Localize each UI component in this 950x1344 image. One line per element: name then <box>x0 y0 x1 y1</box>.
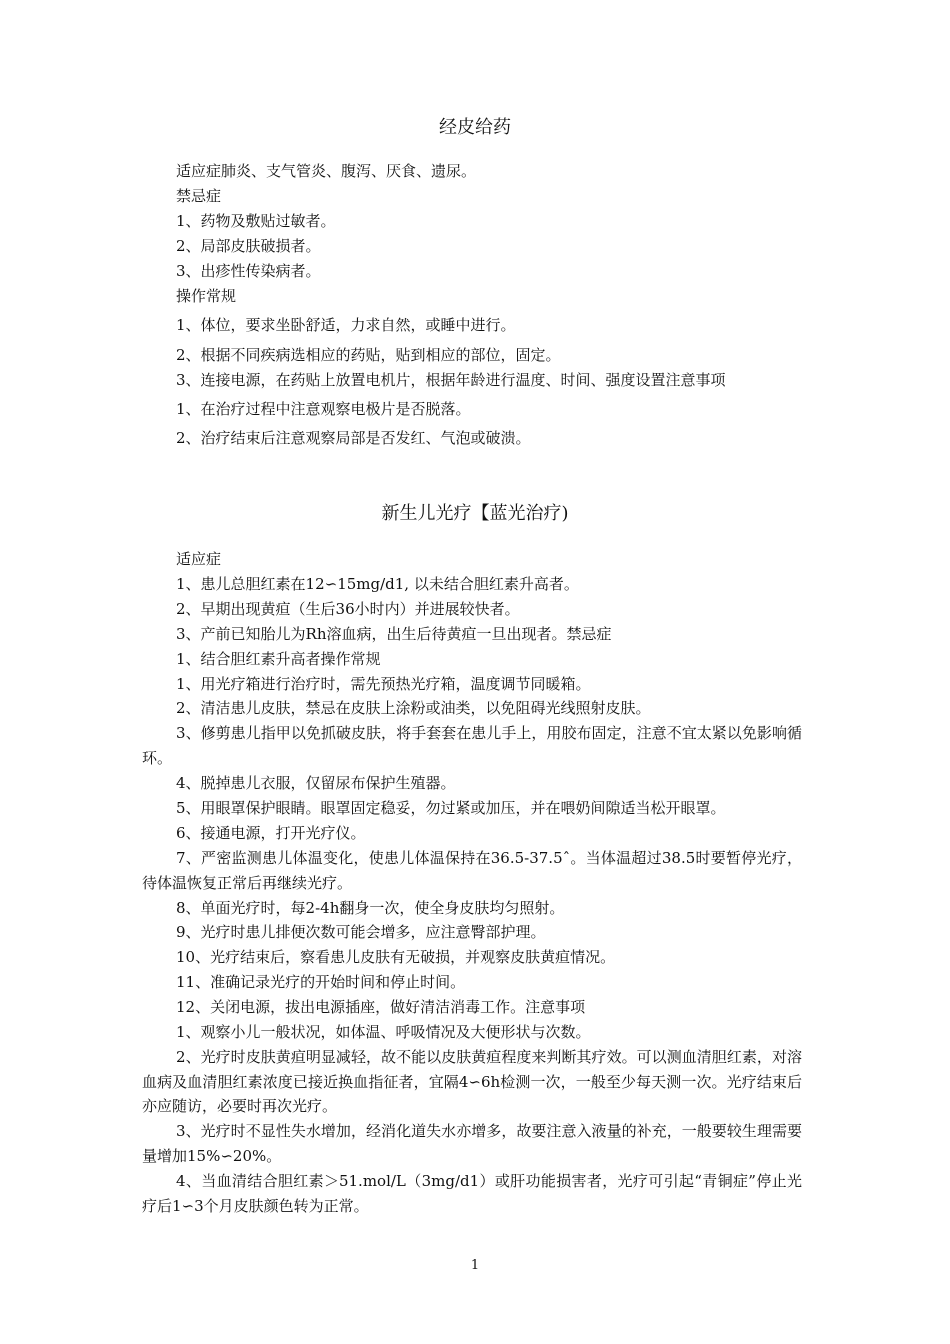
paragraph: 6、接通电源，打开光疗仪。 <box>176 824 366 842</box>
list-item: 3、产前已知胎儿为Rh溶血病，出生后待黄疸一旦出现者。禁忌症 <box>176 625 612 643</box>
paragraph: 4、脱掉患儿衣服，仅留尿布保护生殖器。 <box>176 774 456 792</box>
procedure-heading: 操作常规 <box>176 287 237 305</box>
list-item: 1、患儿总胆红素在12∽15mg/d1, 以未结合胆红素升高者。 <box>176 575 579 593</box>
paragraph: 4、当血清结合胆红素＞51.mol/L（3mg/d1）或肝功能损害者，光疗可引起“青铜症”停止光疗后1∽3个月皮肤颜色转为正常。 <box>142 1172 802 1215</box>
indication-heading: 适应症 <box>176 550 222 568</box>
list-item: 3、连接电源，在药贴上放置电机片，根据年龄进行温度、时间、强度设置注意事项 <box>176 371 726 389</box>
list-item: 2、局部皮肤破损者。 <box>176 237 321 255</box>
list-item: 2、清洁患儿皮肤，禁忌在皮肤上涂粉或油类，以免阻碍光线照射皮肤。 <box>176 699 651 717</box>
paragraph: 10、光疗结束后，察看患儿皮肤有无破损，并观察皮肤黄疸情况。 <box>176 948 616 966</box>
paragraph: 1、观察小儿一般状况，如体温、呼吸情况及大便形状与次数。 <box>176 1023 591 1041</box>
contraindication-heading: 禁忌症 <box>176 187 222 205</box>
list-item: 1、结合胆红素升高者操作常规 <box>176 650 381 668</box>
list-item: 2、根据不同疾病选相应的药贴，贴到相应的部位，固定。 <box>176 346 561 364</box>
page-number: 1 <box>470 1258 480 1273</box>
list-item: 1、用光疗箱进行治疗时，需先预热光疗箱，温度调节同暖箱。 <box>176 675 591 693</box>
section-title-phototherapy: 新生儿光疗【蓝光治疗) <box>381 503 569 524</box>
list-item: 1、体位，要求坐卧舒适，力求自然，或睡中进行。 <box>176 316 516 334</box>
indication-line: 适应症肺炎、支气管炎、腹泻、厌食、遗尿。 <box>176 162 477 180</box>
list-item: 1、药物及敷贴过敏者。 <box>176 212 336 230</box>
paragraph: 12、关闭电源，拔出电源插座，做好清洁消毒工作。注意事项 <box>176 998 586 1016</box>
paragraph: 3、光疗时不显性失水增加，经消化道失水亦增多，故要注意入液量的补充，一般要较生理需要量增加15%∽20%。 <box>142 1122 802 1165</box>
list-item: 2、治疗结束后注意观察局部是否发红、气泡或破溃。 <box>176 429 531 447</box>
paragraph: 3、修剪患儿指甲以免抓破皮肤，将手套套在患儿手上，用胶布固定，注意不宜太紧以免影响循环。 <box>142 724 802 767</box>
paragraph: 5、用眼罩保护眼睛。眼罩固定稳妥，勿过紧或加压，并在喂奶间隙适当松开眼罩。 <box>176 799 726 817</box>
paragraph: 2、光疗时皮肤黄疸明显减轻，故不能以皮肤黄疸程度来判断其疗效。可以测血清胆红素，对溶血病及血清胆红素浓度已接近换血指征者，宜隔4∽6h检测一次，一般至少每天测一次。光疗结束后亦应随访，必要时再次光疗。 <box>142 1048 802 1115</box>
paragraph: 7、严密监测患儿体温变化，使患儿体温保持在36.5-37.5ˆ。当体温超过38.5时要暂停光疗，待体温恢复正常后再继续光疗。 <box>142 849 802 892</box>
paragraph: 11、准确记录光疗的开始时间和停止时间。 <box>176 973 466 991</box>
section-title-transdermal: 经皮给药 <box>439 117 511 138</box>
list-item: 2、早期出现黄疸（生后36小时内）并进展较快者。 <box>176 600 520 618</box>
paragraph: 9、光疗时患儿排便次数可能会增多，应注意臀部护理。 <box>176 923 546 941</box>
list-item: 1、在治疗过程中注意观察电极片是否脱落。 <box>176 400 471 418</box>
paragraph: 8、单面光疗时，每2-4h翻身一次，使全身皮肤均匀照射。 <box>176 899 565 917</box>
list-item: 3、出疹性传染病者。 <box>176 262 321 280</box>
